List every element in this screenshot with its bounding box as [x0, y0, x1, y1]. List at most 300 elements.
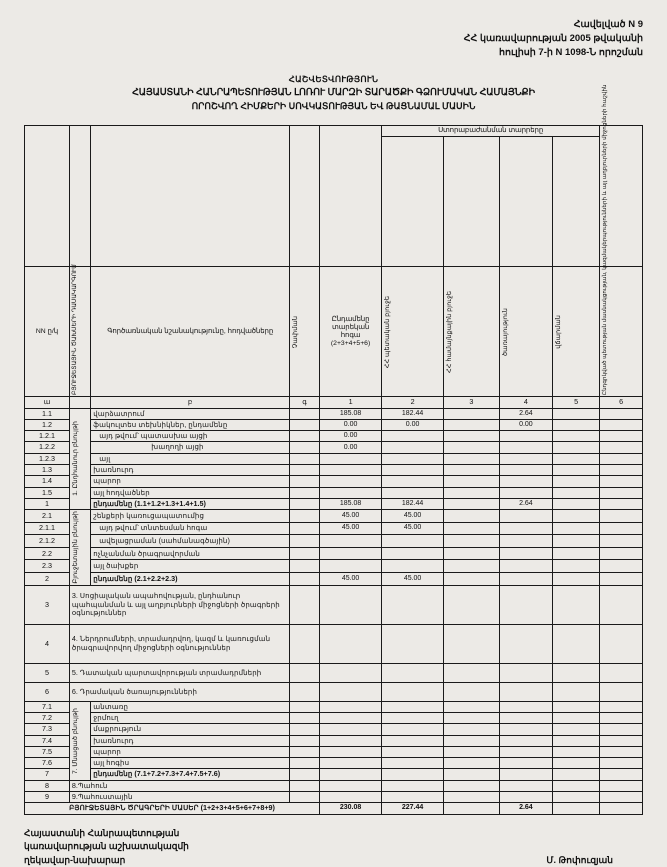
row-payment: [553, 758, 600, 769]
index-4: 4: [499, 397, 552, 408]
row-other: [600, 791, 643, 802]
row-number: 1.3: [25, 464, 70, 475]
row-community-budget: [444, 758, 500, 769]
table-row: [25, 408, 643, 419]
row-community-budget: [444, 682, 500, 701]
row-total: [320, 663, 382, 682]
table-row: [25, 701, 643, 712]
row-payment: [553, 522, 600, 535]
header-community-budget: ՀՀ համայնքային բյուջե: [444, 267, 500, 397]
row-service: [499, 560, 552, 573]
row-service: [499, 510, 552, 523]
row-state-budget: [382, 735, 444, 746]
row-service: [499, 746, 552, 757]
index-a: ա: [25, 397, 70, 408]
table-section-row: [25, 585, 643, 624]
row-description: ֆակուլտես տեխնիկներ, ընդամենը: [91, 419, 290, 430]
row-total: 0.00: [320, 442, 382, 453]
row-total: 45.00: [320, 522, 382, 535]
row-description: այլ հոդվածներ: [91, 487, 290, 498]
row-number: 9: [25, 791, 70, 802]
row-total: [320, 724, 382, 735]
row-number: 2.1: [25, 510, 70, 523]
row-unit: [290, 780, 320, 791]
header-total: Ընդամենը տարեկան հոգա (2+3+4+5+6): [320, 267, 382, 397]
title-line-2: ՀԱՅԱՍՏԱՆԻ ՀԱՆՐԱՊԵՏՈՒԹՅԱՆ ԼՈՌՈՒ ՄԱՐԶԻ ՏԱՐԱԾՔԻ ԳՁՈՒՄԱԿԱՆ ՀԱՄԱՅՆՔԻ: [132, 87, 535, 98]
table-row: [25, 769, 643, 780]
row-payment: [553, 791, 600, 802]
row-number: 1.1: [25, 408, 70, 419]
row-other: [600, 758, 643, 769]
row-unit: [290, 663, 320, 682]
row-other: [600, 476, 643, 487]
row-unit: [290, 498, 320, 509]
row-state-budget: [382, 464, 444, 475]
row-service: [499, 624, 552, 663]
row-payment: [553, 682, 600, 701]
table-row: [25, 780, 643, 791]
row-state-budget: [382, 791, 444, 802]
row-unit: [290, 746, 320, 757]
row-state-budget: 45.00: [382, 522, 444, 535]
row-payment: [553, 780, 600, 791]
table-row: [25, 464, 643, 475]
row-total: [320, 769, 382, 780]
row-state-budget: [382, 476, 444, 487]
header-line-2: ՀՀ կառավարության 2005 թվականի: [463, 32, 643, 44]
row-state-budget: [382, 585, 444, 624]
row-service: [499, 487, 552, 498]
row-number: 1.5: [25, 487, 70, 498]
row-community-budget: [444, 713, 500, 724]
row-description: 5. Դատական պարտավորության տրամադրմների: [69, 663, 289, 682]
table-row: [25, 758, 643, 769]
row-service: [499, 713, 552, 724]
row-service: [499, 735, 552, 746]
row-state-budget: [382, 769, 444, 780]
row-description: 8.Պահուն: [69, 780, 289, 791]
row-community-budget: [444, 624, 500, 663]
row-description: շենքերի կառուցապատումից: [91, 510, 290, 523]
row-other: [600, 419, 643, 430]
row-other: [600, 780, 643, 791]
row-state-budget: 182.44: [382, 498, 444, 509]
table-row: [25, 498, 643, 509]
row-other: [600, 560, 643, 573]
row-state-budget: [382, 487, 444, 498]
row-unit: [290, 442, 320, 453]
row-other: [600, 547, 643, 560]
grand-total-label: ԲՅՈՒՋԵՏԱՅԻՆ ԾՐԱԳՐԵՐԻ ՄԱՍԵՐ (1+2+3+4+5+6+7+8+9): [25, 803, 320, 814]
row-total: 185.08: [320, 408, 382, 419]
index-3: 3: [444, 397, 500, 408]
row-other: [600, 746, 643, 757]
row-description: ավելացրաման (սահմանագծային): [91, 535, 290, 548]
row-service: [499, 791, 552, 802]
row-other: [600, 498, 643, 509]
row-total: [320, 780, 382, 791]
table-row: [25, 573, 643, 586]
row-description: ընդամենը (7.1+7.2+7.3+7.4+7.5+7.6): [91, 769, 290, 780]
row-state-budget: [382, 746, 444, 757]
row-payment: [553, 476, 600, 487]
row-payment: [553, 498, 600, 509]
row-description: 6. Դրամական ծառայությունների: [69, 682, 289, 701]
row-other: [600, 769, 643, 780]
row-payment: [553, 442, 600, 453]
row-payment: [553, 573, 600, 586]
index-g: գ: [290, 397, 320, 408]
footer-left-2: կառավարության աշխատակազմի: [24, 841, 189, 852]
row-total: [320, 758, 382, 769]
table-index-row: [25, 397, 643, 408]
table-row: [25, 476, 643, 487]
row-number: 2.3: [25, 560, 70, 573]
row-payment: [553, 464, 600, 475]
row-payment: [553, 431, 600, 442]
row-service: [499, 663, 552, 682]
row-payment: [553, 713, 600, 724]
row-unit: [290, 535, 320, 548]
row-description: այլ: [91, 453, 290, 464]
row-unit: [290, 624, 320, 663]
row-number: 5: [25, 663, 70, 682]
group-label-budget: Բյուջետային բնույթի: [69, 510, 90, 586]
row-unit: [290, 735, 320, 746]
row-number: 1.2.3: [25, 453, 70, 464]
row-state-budget: [382, 547, 444, 560]
row-description: ընդամենը (1.1+1.2+1.3+1.4+1.5): [91, 498, 290, 509]
row-service: [499, 769, 552, 780]
row-total: [320, 735, 382, 746]
row-other: [600, 431, 643, 442]
row-state-budget: [382, 663, 444, 682]
row-state-budget: [382, 758, 444, 769]
table-row: [25, 419, 643, 430]
row-total: 45.00: [320, 573, 382, 586]
row-total: [320, 560, 382, 573]
row-payment: [553, 585, 600, 624]
row-number: 1.4: [25, 476, 70, 487]
row-community-budget: [444, 780, 500, 791]
row-payment: [553, 624, 600, 663]
row-number: 7.1: [25, 701, 70, 712]
row-state-budget: [382, 560, 444, 573]
row-other: [600, 724, 643, 735]
row-description: մաքրություն: [91, 724, 290, 735]
header-payment: վճարման: [553, 267, 600, 397]
row-description: անտառը: [91, 701, 290, 712]
row-state-budget: [382, 453, 444, 464]
row-unit: [290, 758, 320, 769]
row-description: 4. Ներդրումների, տրամադրվող, կազմ և կառուցման ծրագրավորվող միջոցների օգնություններ: [69, 624, 289, 663]
index-1: 1: [320, 397, 382, 408]
table-row: [25, 713, 643, 724]
table-row: [25, 724, 643, 735]
row-total: 45.00: [320, 510, 382, 523]
row-other: [600, 701, 643, 712]
row-other: [600, 713, 643, 724]
title-line-1: ՀԱՇՎԵՏՎՈՒԹՅՈՒՆ: [288, 74, 379, 85]
page-title: [24, 73, 643, 113]
row-payment: [553, 547, 600, 560]
row-number: 1: [25, 498, 70, 509]
group-label-general: 1. Ընդհանուր բնույթի: [69, 408, 90, 510]
table-head-labels: [25, 267, 643, 397]
row-state-budget: [382, 682, 444, 701]
row-total: [320, 791, 382, 802]
row-state-budget: [382, 701, 444, 712]
row-community-budget: [444, 487, 500, 498]
row-other: [600, 442, 643, 453]
row-community-budget: [444, 464, 500, 475]
row-total: [320, 453, 382, 464]
row-unit: [290, 408, 320, 419]
row-description: ընդամենը (2.1+2.2+2.3): [91, 573, 290, 586]
row-description: ոչնչանման ծրագրավորման: [91, 547, 290, 560]
table-row: [25, 547, 643, 560]
row-community-budget: [444, 560, 500, 573]
row-description: այլ հոգիս: [91, 758, 290, 769]
row-description: խաղողի այցի: [91, 442, 290, 453]
row-community-budget: [444, 547, 500, 560]
row-total: [320, 713, 382, 724]
row-community-budget: [444, 769, 500, 780]
row-total: [320, 701, 382, 712]
row-total: [320, 682, 382, 701]
grand-total-payment: [553, 803, 600, 814]
grand-total-state-budget: 227.44: [382, 803, 444, 814]
row-other: [600, 535, 643, 548]
row-number: 3: [25, 585, 70, 624]
row-description: խառնուրդ: [91, 464, 290, 475]
row-payment: [553, 510, 600, 523]
row-payment: [553, 453, 600, 464]
document-header: [24, 18, 643, 59]
row-number: 8: [25, 780, 70, 791]
header-unit: Չափման: [290, 267, 320, 397]
row-community-budget: [444, 791, 500, 802]
row-other: [600, 522, 643, 535]
row-description: խառնուրդ: [91, 735, 290, 746]
row-service: [499, 758, 552, 769]
row-payment: [553, 769, 600, 780]
row-total: [320, 624, 382, 663]
row-unit: [290, 682, 320, 701]
index-2: 2: [382, 397, 444, 408]
row-community-budget: [444, 535, 500, 548]
header-classification: ԲՅՈՒՋԵՏԱՅԻՆ ԾԱԽՍԵՐԻ ԴԱՍԱԿԱՐԳՈՒՄ: [69, 267, 90, 397]
row-payment: [553, 724, 600, 735]
header-group-breakdown: Ստորաբաժանման տարրերը: [382, 126, 600, 137]
row-other: [600, 464, 643, 475]
row-service: [499, 682, 552, 701]
row-state-budget: 0.00: [382, 419, 444, 430]
index-5: 5: [553, 397, 600, 408]
row-community-budget: [444, 442, 500, 453]
row-service: [499, 442, 552, 453]
row-service: [499, 585, 552, 624]
table-row: [25, 442, 643, 453]
row-other: [600, 663, 643, 682]
row-total: 0.00: [320, 431, 382, 442]
footer-left-3: ղեկավար-նախարար: [24, 854, 126, 865]
row-total: [320, 476, 382, 487]
row-unit: [290, 724, 320, 735]
index-b2: [69, 397, 90, 408]
row-other: [600, 624, 643, 663]
row-description: այդ թվում՝ տնտեսման հոգա: [91, 522, 290, 535]
table-row: [25, 522, 643, 535]
row-unit: [290, 522, 320, 535]
row-community-budget: [444, 510, 500, 523]
row-community-budget: [444, 453, 500, 464]
row-unit: [290, 791, 320, 802]
row-service: [499, 547, 552, 560]
row-community-budget: [444, 701, 500, 712]
row-community-budget: [444, 498, 500, 509]
row-payment: [553, 535, 600, 548]
row-payment: [553, 419, 600, 430]
row-description: պարոր: [91, 476, 290, 487]
row-state-budget: [382, 442, 444, 453]
row-unit: [290, 510, 320, 523]
row-service: [499, 535, 552, 548]
group-label-remaining: 7. Մնացած բնույթի: [69, 701, 90, 780]
row-description: 9.Պահուստային: [69, 791, 289, 802]
table-row: [25, 791, 643, 802]
row-service: [499, 724, 552, 735]
row-number: 2: [25, 573, 70, 586]
row-description: վարձատրում: [91, 408, 290, 419]
row-unit: [290, 464, 320, 475]
grand-total-row: [25, 803, 643, 814]
header-description: Գործառնական նշանակությունը, հոդվածները: [91, 267, 290, 397]
row-state-budget: 45.00: [382, 573, 444, 586]
row-community-budget: [444, 735, 500, 746]
row-number: 1.2.1: [25, 431, 70, 442]
grand-total-total: 230.08: [320, 803, 382, 814]
row-number: 7: [25, 769, 70, 780]
row-community-budget: [444, 573, 500, 586]
row-other: [600, 487, 643, 498]
row-service: 0.00: [499, 419, 552, 430]
row-service: [499, 701, 552, 712]
row-unit: [290, 701, 320, 712]
row-service: [499, 522, 552, 535]
row-number: 6: [25, 682, 70, 701]
row-total: 185.08: [320, 498, 382, 509]
table-row: [25, 535, 643, 548]
row-total: [320, 746, 382, 757]
row-state-budget: [382, 431, 444, 442]
row-unit: [290, 713, 320, 724]
row-unit: [290, 476, 320, 487]
row-unit: [290, 431, 320, 442]
row-service: 2.64: [499, 498, 552, 509]
row-unit: [290, 769, 320, 780]
row-total: [320, 585, 382, 624]
row-unit: [290, 560, 320, 573]
row-state-budget: [382, 713, 444, 724]
header-no: NN ը/կ: [25, 267, 70, 397]
table-row: [25, 453, 643, 464]
row-community-budget: [444, 663, 500, 682]
row-payment: [553, 487, 600, 498]
header-line-3: հուլիսի 7-ի N 1098-Ն որոշման: [498, 46, 643, 58]
row-number: 7.5: [25, 746, 70, 757]
row-number: 1.2.2: [25, 442, 70, 453]
row-service: [499, 464, 552, 475]
row-state-budget: 45.00: [382, 510, 444, 523]
row-total: [320, 464, 382, 475]
grand-total-community-budget: [444, 803, 500, 814]
row-payment: [553, 560, 600, 573]
row-unit: [290, 419, 320, 430]
row-unit: [290, 453, 320, 464]
grand-total-service: 2.64: [499, 803, 552, 814]
row-number: 7.3: [25, 724, 70, 735]
row-number: 7.6: [25, 758, 70, 769]
row-number: 2.1.1: [25, 522, 70, 535]
row-number: 7.2: [25, 713, 70, 724]
grand-total-other: [600, 803, 643, 814]
row-payment: [553, 663, 600, 682]
row-description: պարոր: [91, 746, 290, 757]
row-community-budget: [444, 408, 500, 419]
row-service: [499, 476, 552, 487]
row-payment: [553, 701, 600, 712]
row-description: այլ ծախքեր: [91, 560, 290, 573]
row-service: 2.64: [499, 408, 552, 419]
row-state-budget: [382, 724, 444, 735]
row-community-budget: [444, 746, 500, 757]
row-payment: [553, 408, 600, 419]
row-total: [320, 547, 382, 560]
footer-signature: Մ. Թոփուզյան: [546, 854, 613, 865]
header-other-sources: Ընդգրկված պետության մասնակցության, կազմակերպությունների և այլ աղբյուրների միջոցների հաշվին: [600, 267, 643, 397]
row-total: 0.00: [320, 419, 382, 430]
row-payment: [553, 746, 600, 757]
table-row: [25, 431, 643, 442]
row-number: 1.2: [25, 419, 70, 430]
row-description: ջրմուղ: [91, 713, 290, 724]
table-section-row: [25, 663, 643, 682]
row-service: [499, 780, 552, 791]
index-6: 6: [600, 397, 643, 408]
row-total: [320, 487, 382, 498]
row-state-budget: [382, 624, 444, 663]
row-other: [600, 453, 643, 464]
row-unit: [290, 547, 320, 560]
row-service: [499, 573, 552, 586]
row-community-budget: [444, 476, 500, 487]
table-section-row: [25, 624, 643, 663]
row-other: [600, 573, 643, 586]
row-other: [600, 408, 643, 419]
header-state-budget: ՀՀ պետական բյուջե: [382, 267, 444, 397]
row-community-budget: [444, 585, 500, 624]
row-other: [600, 585, 643, 624]
row-other: [600, 510, 643, 523]
row-number: 2.1.2: [25, 535, 70, 548]
table-row: [25, 746, 643, 757]
table-section-row: [25, 682, 643, 701]
row-number: 2.2: [25, 547, 70, 560]
header-service: ծառայություն: [499, 267, 552, 397]
table-head-group-row: [25, 126, 643, 137]
row-state-budget: 182.44: [382, 408, 444, 419]
